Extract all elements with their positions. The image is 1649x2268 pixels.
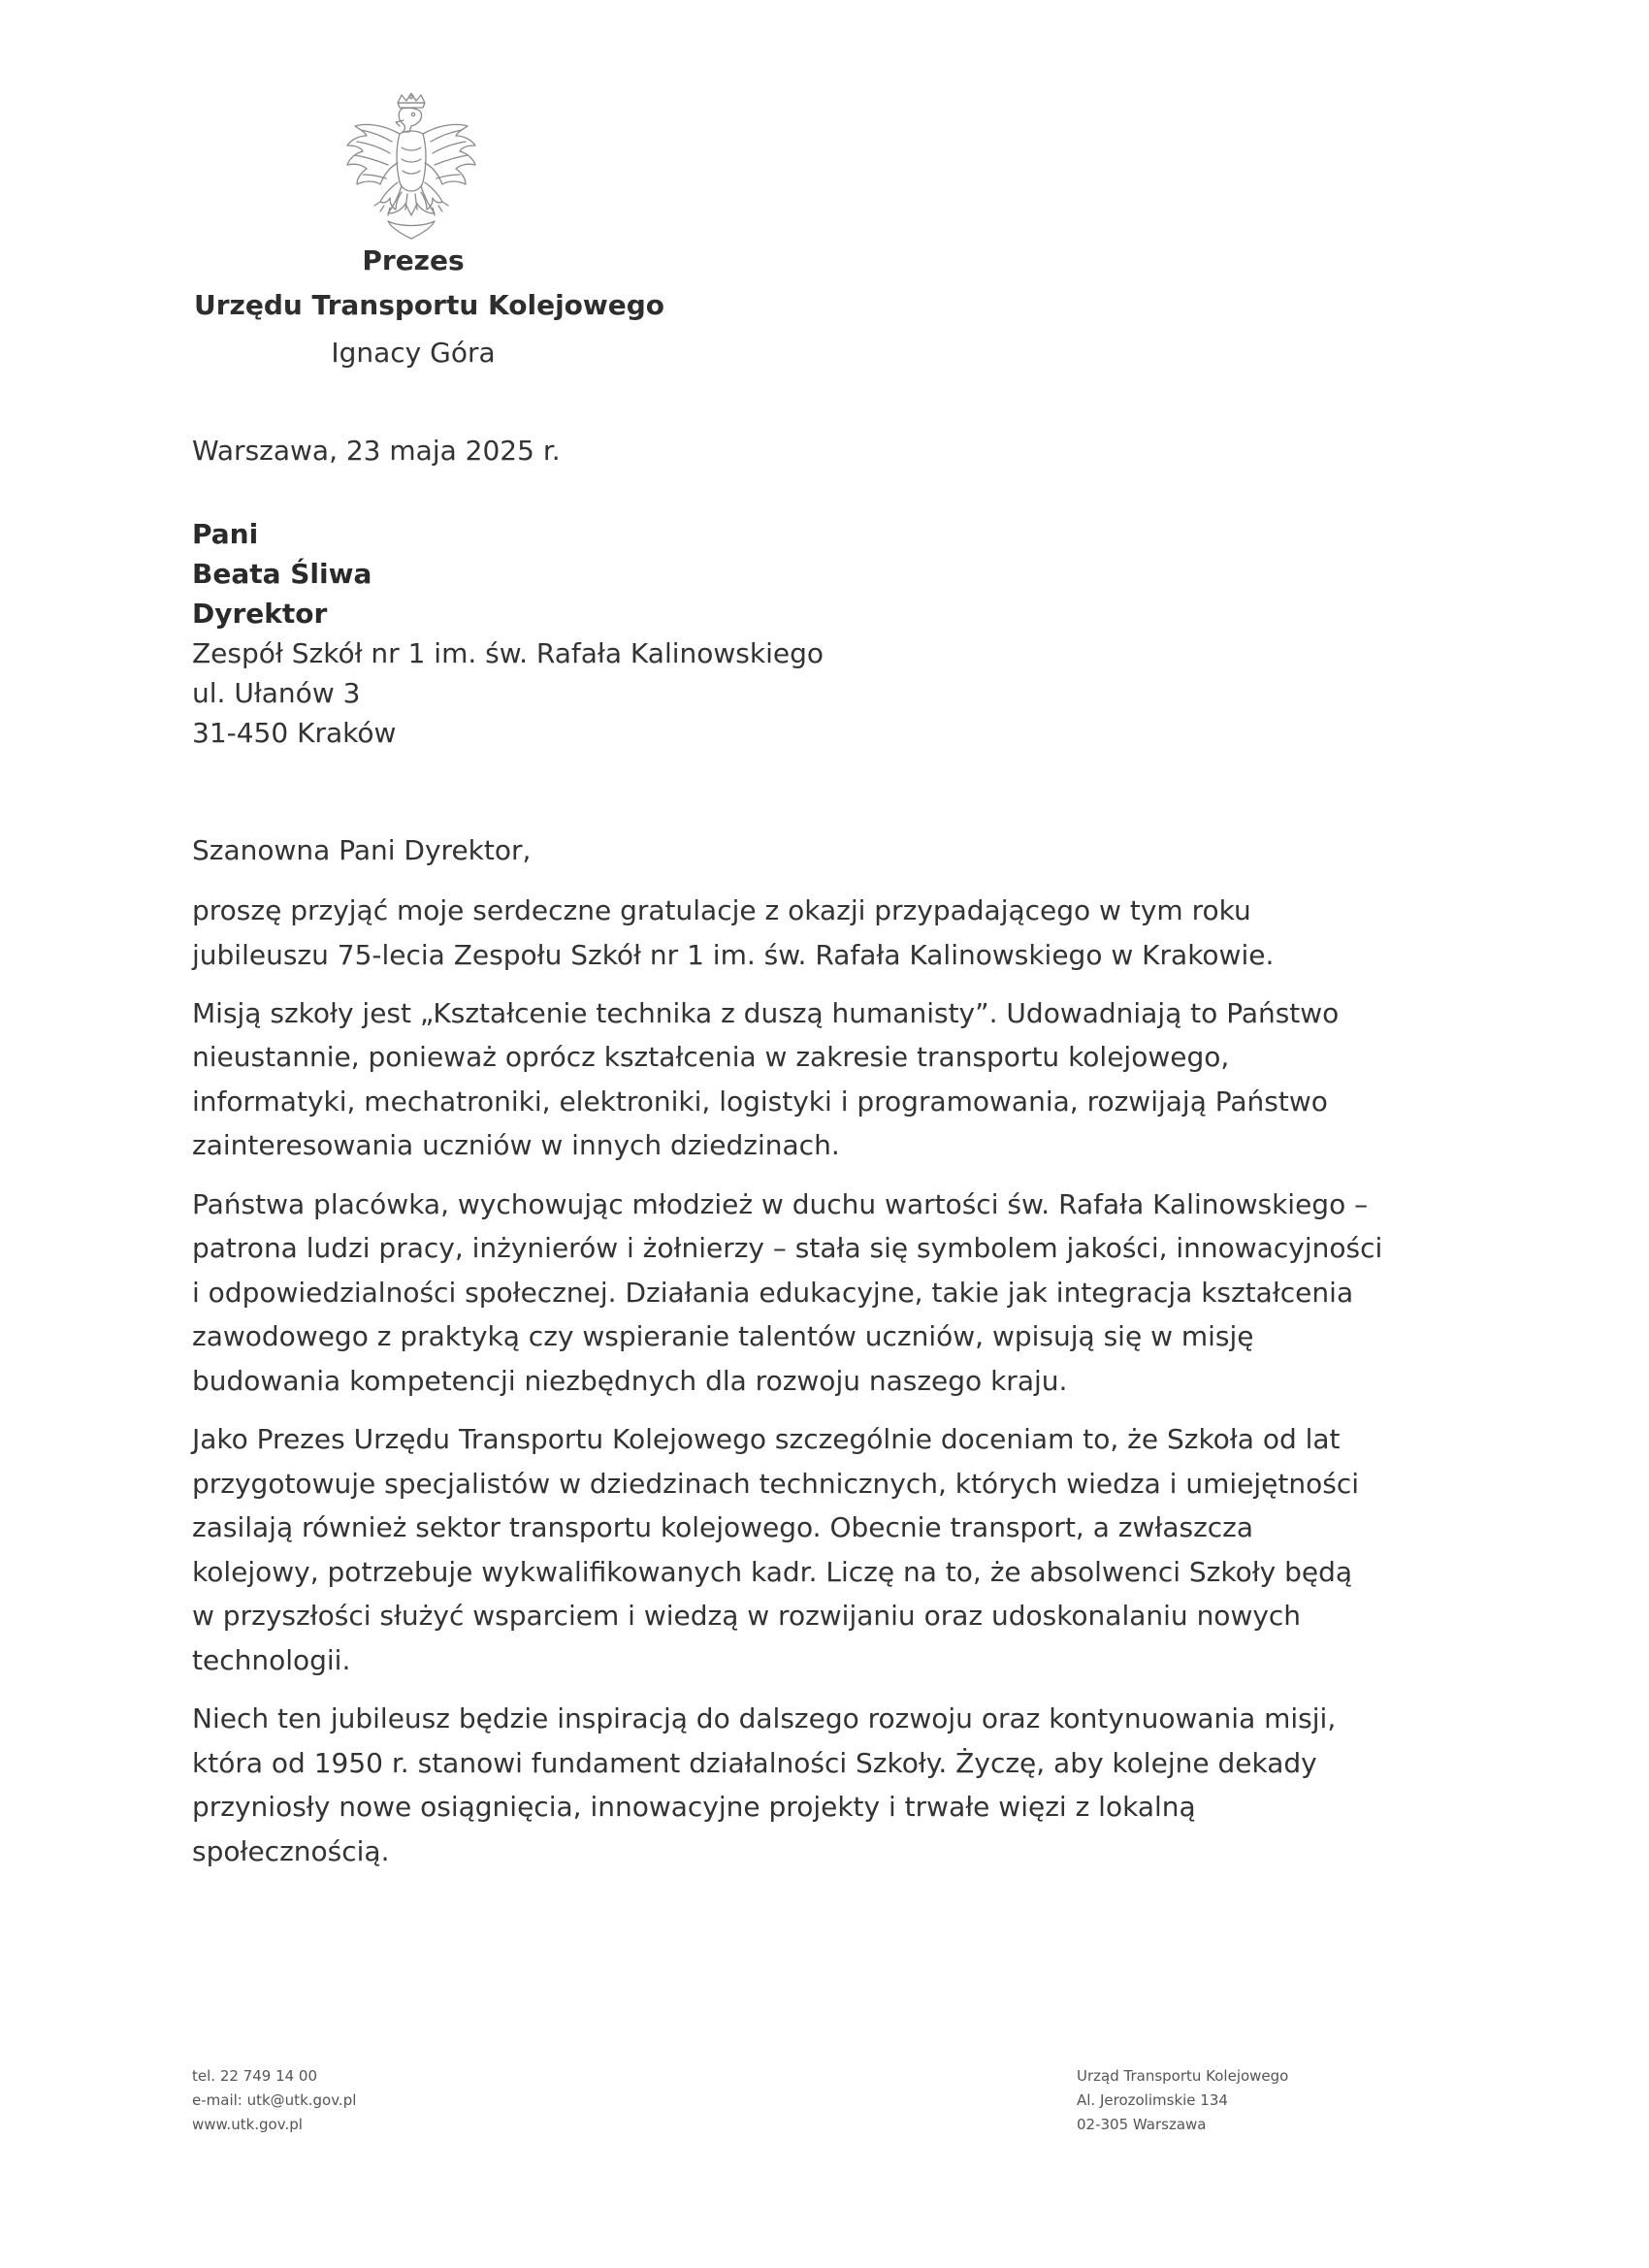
footer-email[interactable]: e-mail: utk@utk.gov.pl bbox=[192, 2091, 357, 2109]
letter-line: proszę przyjąć moje serdeczne gratulacje z okazji przypadającego w tym roku bbox=[192, 894, 1251, 926]
letter-paragraph bbox=[192, 991, 1375, 1168]
footer-street: Al. Jerozolimskie 134 bbox=[1077, 2091, 1228, 2109]
letter-line: Misją szkoły jest „Kształcenie technika z duszą humanisty”. Udowadniają to Państwo bbox=[192, 996, 1340, 1029]
letter-line: i odpowiedzialności społecznej. Działania edukacyjne, takie jak integracja kształcenia bbox=[192, 1276, 1354, 1309]
letter-line: Jako Prezes Urzędu Transportu Kolejowego szczególnie doceniam to, że Szkoła od lat bbox=[192, 1423, 1341, 1456]
footer-address bbox=[1077, 2064, 1288, 2137]
letter-paragraph bbox=[192, 1183, 1383, 1404]
letter-line: przyniosły nowe osiągnięcia, innowacyjne projekty i trwałe więzi z lokalną bbox=[192, 1791, 1196, 1824]
letter-line: zainteresowania uczniów w innych dziedzinach. bbox=[192, 1129, 840, 1162]
polish-eagle-emblem-icon bbox=[341, 93, 482, 248]
letter-paragraph bbox=[192, 1697, 1375, 1873]
footer-website[interactable]: www.utk.gov.pl bbox=[192, 2116, 303, 2133]
recipient-institution: Zespół Szkół nr 1 im. św. Rafała Kalinowskiego bbox=[192, 637, 824, 669]
letter-line: technologii. bbox=[192, 1644, 351, 1676]
letter-line: patrona ludzi pracy, inżynierów i żołnierzy – stała się symbolem jakości, innowacyjności bbox=[192, 1232, 1383, 1265]
recipient-name: Beata Śliwa bbox=[192, 558, 372, 590]
recipient-street: ul. Ułanów 3 bbox=[192, 677, 361, 709]
letter-date: Warszawa, 23 maja 2025 r. bbox=[192, 435, 561, 467]
letter-line: która od 1950 r. stanowi fundament działalności Szkoły. Życzę, aby kolejne dekady bbox=[192, 1746, 1317, 1779]
footer-contact bbox=[192, 2064, 356, 2137]
letter-line: informatyki, mechatroniki, elektroniki, logistyki i programowania, rozwijają Państwo bbox=[192, 1085, 1328, 1118]
letter-body bbox=[192, 889, 1383, 1888]
letter-line: kolejowy, potrzebuje wykwalifikowanych kadr. Liczę na to, że absolwenci Szkoły będą bbox=[192, 1555, 1353, 1588]
recipient-city: 31-450 Kraków bbox=[192, 717, 397, 749]
letter-line: nieustannie, ponieważ oprócz kształcenia w zakresie transportu kolejowego, bbox=[192, 1041, 1230, 1074]
letter-line: zawodowego z praktyką czy wspieranie talentów uczniów, wpisują się w misję bbox=[192, 1320, 1254, 1353]
letter-paragraph bbox=[192, 1417, 1375, 1683]
letter-line: budowania kompetencji niezbędnych dla rozwoju naszego kraju. bbox=[192, 1364, 1068, 1397]
header-title: Prezes bbox=[362, 244, 465, 276]
footer-city: 02-305 Warszawa bbox=[1077, 2116, 1207, 2133]
header-name: Ignacy Góra bbox=[331, 337, 496, 369]
footer-org: Urząd Transportu Kolejowego bbox=[1077, 2067, 1289, 2085]
letter-paragraph bbox=[192, 889, 1375, 977]
letter-line: jubileuszu 75-lecia Zespołu Szkół nr 1 im. św. Rafała Kalinowskiego w Krakowie. bbox=[192, 938, 1275, 971]
letter-line: w przyszłości służyć wsparciem i wiedzą w rozwijaniu oraz udoskonalaniu nowych bbox=[192, 1600, 1302, 1633]
letter-line: społecznością. bbox=[192, 1834, 390, 1867]
header-office: Urzędu Transportu Kolejowego bbox=[194, 289, 665, 321]
recipient-salutation: Pani bbox=[192, 518, 259, 550]
letter-line: Niech ten jubileusz będzie inspiracją do dalszego rozwoju oraz kontynuowania misji, bbox=[192, 1702, 1337, 1735]
recipient-address bbox=[192, 514, 824, 753]
letter-line: zasilają również sektor transportu kolejowego. Obecnie transport, a zwłaszcza bbox=[192, 1511, 1254, 1544]
letter-line: przygotowuje specjalistów w dziedzinach technicznych, których wiedza i umiejętności bbox=[192, 1467, 1360, 1500]
footer-phone: tel. 22 749 14 00 bbox=[192, 2067, 318, 2085]
recipient-position: Dyrektor bbox=[192, 598, 328, 630]
letter-greeting: Szanowna Pani Dyrektor, bbox=[192, 834, 532, 866]
letter-line: Państwa placówka, wychowując młodzież w duchu wartości św. Rafała Kalinowskiego – bbox=[192, 1187, 1369, 1220]
